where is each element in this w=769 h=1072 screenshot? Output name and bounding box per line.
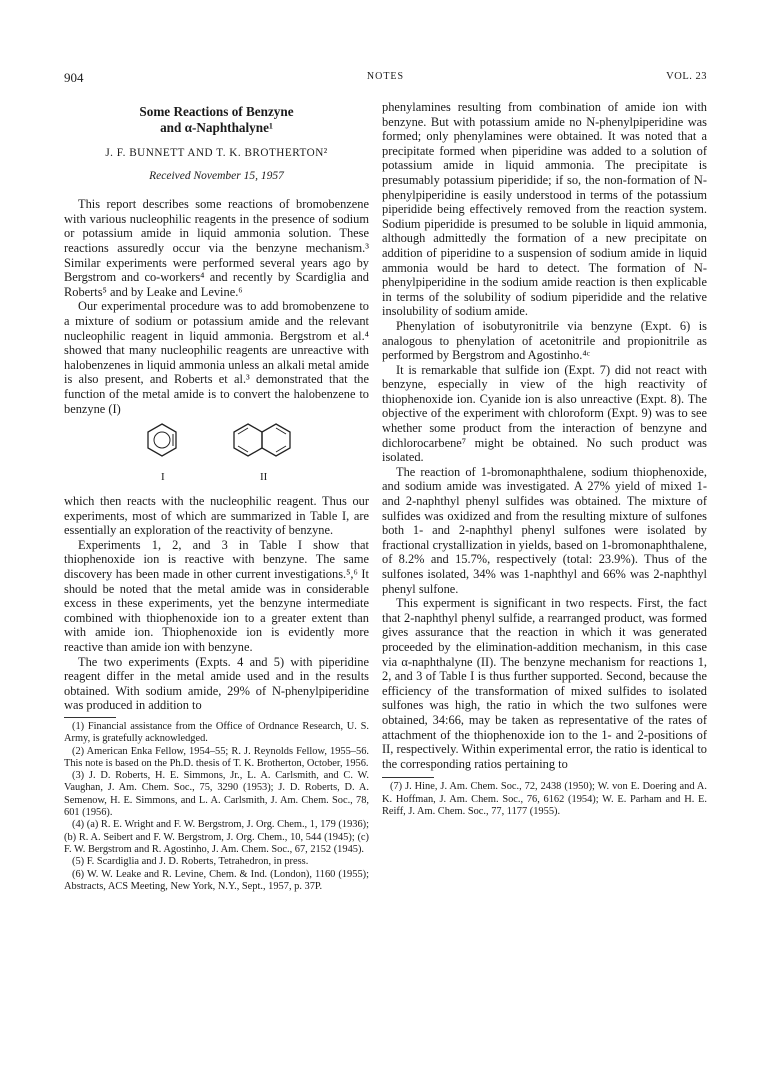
footnote: (7) J. Hine, J. Am. Chem. Soc., 72, 2438 (1950); W. von E. Doering and A. K. Hoffman, J. Am. Chem. Soc., 76, 6162 (1954); W. E. Parham and H. E. Reiff, J. Am. Chem. Soc., 77, 1177 (1955). — [382, 781, 707, 817]
footnotes-left — [64, 721, 369, 893]
page-header — [64, 70, 707, 90]
title-line-2: and α-Naphthalyne¹ — [160, 120, 273, 135]
title-line-1: Some Reactions of Benzyne — [139, 104, 294, 119]
footnote: (3) J. D. Roberts, H. E. Simmons, Jr., L. A. Carlsmith, and C. W. Vaughan, J. Am. Chem. Soc., 75, 3290 (1953); J. D. Roberts, D. A. Semenow, H. E. Simmons, and L. A. Carlsmith, J. Am. Chem. Soc., 78, 601 (1956). — [64, 770, 369, 819]
volume-label: VOL. 23 — [666, 71, 707, 82]
body-paragraph: which then reacts with the nucleophilic reagent. Thus our experiments, most of which are summarized in Table I, are essentially an exploration of the reactivity of benzyne. — [64, 494, 369, 538]
left-column — [64, 100, 369, 893]
benzyne-structure-icon — [142, 420, 182, 460]
body-paragraph: Our experimental procedure was to add bromobenzene to a mixture of sodium or potassium amide and the relevant nucleophilic reagent in liquid ammonia. Bergstrom et al.⁴ showed that many nucleophilic reagents are unreactive with halobenzenes in liquid ammonia unless an alkali metal amide is also present, and Roberts et al.³ demonstrated that the function of the metal amide is to convert the halobenzene to benzyne (I) — [64, 299, 369, 416]
authors: J. F. BUNNETT AND T. K. BROTHERTON² — [105, 147, 328, 159]
body-paragraph: phenylamines resulting from combination of amide ion with benzyne. But with potassium amide no N-phenylpiperidine was formed; only phenylamines were obtained. It was noted that a precipitate formed when piperidine was added to a solution of potassium amide in liquid ammonia. The precipitate is presumably potassium piperidide; if so, the non-formation of N-phenylpiperidine is easily understood in terms of the potassium piperidide being effectively removed from the reaction system. Sodium piperidide is presumed to be soluble in liquid ammonia, although admittedly the formation of a new precipitate on addition of piperidine to a suspension of sodium amide in liquid ammonia would be hard to detect. The formation of N-phenylpiperidine in the sodium amide reaction is then explicable in terms of the solubility of sodium piperidide and the relative insolubility of sodium amide. — [382, 100, 707, 319]
received-date: Received November 15, 1957 — [149, 169, 284, 182]
body-paragraph: This experment is significant in two respects. First, the fact that 2-naphthyl phenyl sulfide, a rearranged product, was formed gives assurance that the reaction in which it was generated proceeded by the elimination-addition mechanism, in this case via α-naphthalyne (II). The benzyne mechanism for reactions 1, 2, and 3 of Table I is thus further supported. Second, because the efficiency of the transformation of mixed sulfides to isolated sulfones was high, the ratio in which the two sulfones were obtained, 34:66, may be taken as representative of the rates of attachment of the thiophenoxide ion to the 1- and 2-positions of II, respectively. Within experimental error, the ratio is identical to the corresponding ratios pertaining to — [382, 596, 707, 771]
footnote: (1) Financial assistance from the Office of Ordnance Research, U. S. Army, is gratefully acknowledged. — [64, 721, 369, 745]
page-number: 904 — [64, 70, 84, 85]
body-paragraph: The reaction of 1-bromonaphthalene, sodium thiophenoxide, and sodium amide was investigated. A 27% yield of mixed 1- and 2-naphthyl phenyl sulfides was obtained. The mixture of sulfides was oxidized and from the resulting mixture of sulfones both 1- and 2-naphthyl phenyl sulfones were isolated by fractional crystallization in yields, based on 1-bromonaphthalene, of 8.2% and 15.7%, respectively (total: 23.9%). Thus of the sulfones isolated, 34% was 1-naphthyl and 66% was 2-naphthyl phenyl sulfone. — [382, 464, 707, 596]
footnote: (2) American Enka Fellow, 1954–55; R. J. Reynolds Fellow, 1955–56. This note is based on the Ph.D. thesis of T. K. Brotherton, October, 1956. — [64, 745, 369, 769]
right-column — [382, 100, 707, 818]
footnote: (6) W. W. Leake and R. Levine, Chem. & Ind. (London), 1160 (1955); Abstracts, ACS Meeting, New York, N.Y., Sept., 1957, p. 37P. — [64, 868, 369, 892]
body-paragraph: The two experiments (Expts. 4 and 5) with piperidine reagent differ in the metal amide used and in the results obtained. With sodium amide, 29% of N-phenylpiperidine was produced in addition to — [64, 654, 369, 713]
footnote: (4) (a) R. E. Wright and F. W. Bergstrom, J. Org. Chem., 1, 179 (1936); (b) R. A. Seibert and F. W. Bergstrom, J. Org. Chem., 10, 544 (1945); (c) F. W. Bergstrom and R. Agostinho, J. Am. Chem. Soc., 67, 2152 (1945). — [64, 819, 369, 855]
naphthalyne-structure-icon — [226, 420, 298, 460]
body-paragraph: This report describes some reactions of bromobenzene with various nucleophilic reagents in the presence of sodium or potassium amide in liquid ammonia solution. These reactions assuredly occur via the benzyne mechanism.³ Similar experiments were performed several years ago by Bergstrom and co-workers⁴ and recently by Scardiglia and Roberts⁵ and by Leake and Levine.⁶ — [64, 197, 369, 299]
body-paragraph: Phenylation of isobutyronitrile via benzyne (Expt. 6) is analogous to phenylation of acetonitrile and propionitrile as performed by Bergstrom and Agostinho.⁴ᶜ — [382, 318, 707, 363]
structure-label-2: II — [260, 471, 268, 484]
footnote-divider — [64, 717, 116, 718]
footnote-divider — [382, 777, 434, 778]
body-paragraph: It is remarkable that sulfide ion (Expt. 7) did not react with benzyne, especially in view of the high reactivity of thiophenoxide ion. Cyanide ion is also unreactive (Expt. 8). The objective of the experiment with chloroform (Expt. 9) was to see whether some product from the interaction of benzyne and dichlorocarbene⁷ might be obtained. No such product was isolated. — [382, 362, 707, 465]
article-title — [64, 104, 369, 136]
structure-label-1: I — [161, 471, 165, 484]
section-title: NOTES — [366, 71, 405, 82]
footnotes-right — [382, 781, 707, 818]
body-paragraph: Experiments 1, 2, and 3 in Table I show that thiophenoxide ion is reactive with benzyne. The same discovery has been made in other current investigations.⁵,⁶ It should be noted that the metal amide was in considerable excess in these experiments, yet the benzyne intermediate combined with thiophenoxide ion to a greater extent than with amide ion. Thiophenoxide ion is evidently more reactive than amide ion with benzyne. — [64, 537, 369, 655]
structure-figure — [64, 420, 369, 492]
footnote: (5) F. Scardiglia and J. D. Roberts, Tetrahedron, in press. — [72, 856, 309, 868]
